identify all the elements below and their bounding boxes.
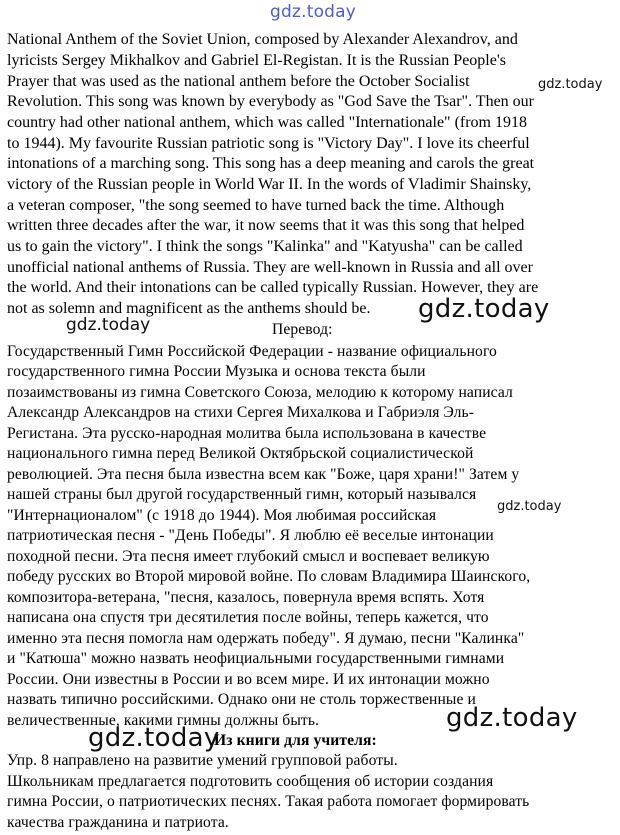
english-line: a veteran composer, "the song seemed to have turned back the time. Although [7,197,505,214]
translation-line: назвать типично российскими. Однако они не столь торжественные и [7,691,476,708]
translation-heading: Перевод: [272,321,333,338]
translation-line: написана она спустя три десятилетия после войны, теперь кажется, что [7,609,489,626]
english-line: us to gain the victory". I think the songs "Kalinka" and "Katyusha" can be called [7,238,523,255]
translation-line: походной песни. Эта песня имеет глубокий смысл и воспевает великую [7,548,490,565]
translation-line: патриотическая песня - "День Победы". Я люблю её веселые интонации [7,527,494,544]
watermark: gdz.today [88,723,220,753]
watermark: gdz.today [497,499,562,514]
translation-line: и "Катюша" можно назвать неофициальными государственными гимнами [7,650,505,667]
translation-line: нашей страны был другой государственный гимн, который назывался [7,486,477,503]
english-line: unofficial national anthems of Russia. They are well-known in Russia and all over [7,259,533,276]
translation-line: Государственный Гимн Российской Федерации - название официального [7,343,497,360]
teacher-book-heading: Из книги для учителя: [214,732,377,749]
translation-line: величественные, какими гимны должны быть. [7,712,320,729]
english-line: to 1944). My favourite Russian patriotic song is "Victory Day". I love its cheerful [7,135,530,152]
translation-line: Регистана. Эта русско-народная молитва была использована в качестве [7,425,487,442]
english-line: Prayer that was used as the national anthem before the October Socialist [7,73,470,90]
teacher-book-line: качества гражданина и патриота. [7,814,229,831]
watermark: gdz.today [66,315,151,335]
translation-line: Александр Александров на стихи Сергея Михалкова и Габриэля Эль- [7,404,475,421]
translation-line: государственного гимна России Музыка и основа текста были [7,363,426,380]
translation-line: России. Они известны в России и во всем мире. И их интонации можно [7,671,490,688]
translation-line: "Интернационалом" (с 1918 до 1944). Моя любимая российская [7,507,437,524]
teacher-book-line: Школьникам предлагается подготовить сообщения об истории создания [7,773,494,790]
english-line: victory of the Russian people in World War II. In the words of Vladimir Shainsky, [7,176,532,193]
english-line: Revolution. This song was known by everybody as "God Save the Tsar". Then our [7,93,534,110]
watermark: gdz.today [538,77,603,92]
translation-line: победу русских во Второй мировой войне. По словам Владимира Шаинского, [7,568,531,585]
watermark: gdz.today [418,294,550,324]
english-line: the world. And their intonations can be called typically Russian. However, they are [7,279,539,296]
english-line: not as solemn and magnificent as the anthems should be. [7,300,371,317]
teacher-book-line: Упр. 8 направлено на развитие умений групповой работы. [7,752,398,769]
english-line: lyricists Sergey Mikhalkov and Gabriel El-Registan. It is the Russian People's [7,52,506,69]
translation-line: композитора-ветерана, "песня, казалось, повернула время вспять. Хотя [7,589,485,606]
english-line: country had other national anthem, which was called "Internationale" (from 1918 [7,114,527,131]
teacher-book-line: гимна России, о патриотических песнях. Такая работа помогает формировать [7,793,530,810]
translation-line: революцией. Эта песня была известна всем как "Боже, царя храни!" Затем у [7,466,520,483]
watermark-top: gdz.today [270,2,357,22]
english-line: written three decades after the war, it now seems that it was this song that helped [7,217,525,234]
watermark: gdz.today [446,703,578,733]
english-line: National Anthem of the Soviet Union, composed by Alexander Alexandrov, and [7,31,518,48]
translation-line: позаимствованы из гимна Советского Союза, мелодию к которому написал [7,384,513,401]
english-line: intonations of a marching song. This song has a deep meaning and carols the great [7,155,535,172]
translation-line: именно эта песня помогла нам одержать победу". Я думаю, песни "Калинка" [7,630,525,647]
translation-line: национального гимна перед Великой Октябрьской социалистической [7,445,474,462]
